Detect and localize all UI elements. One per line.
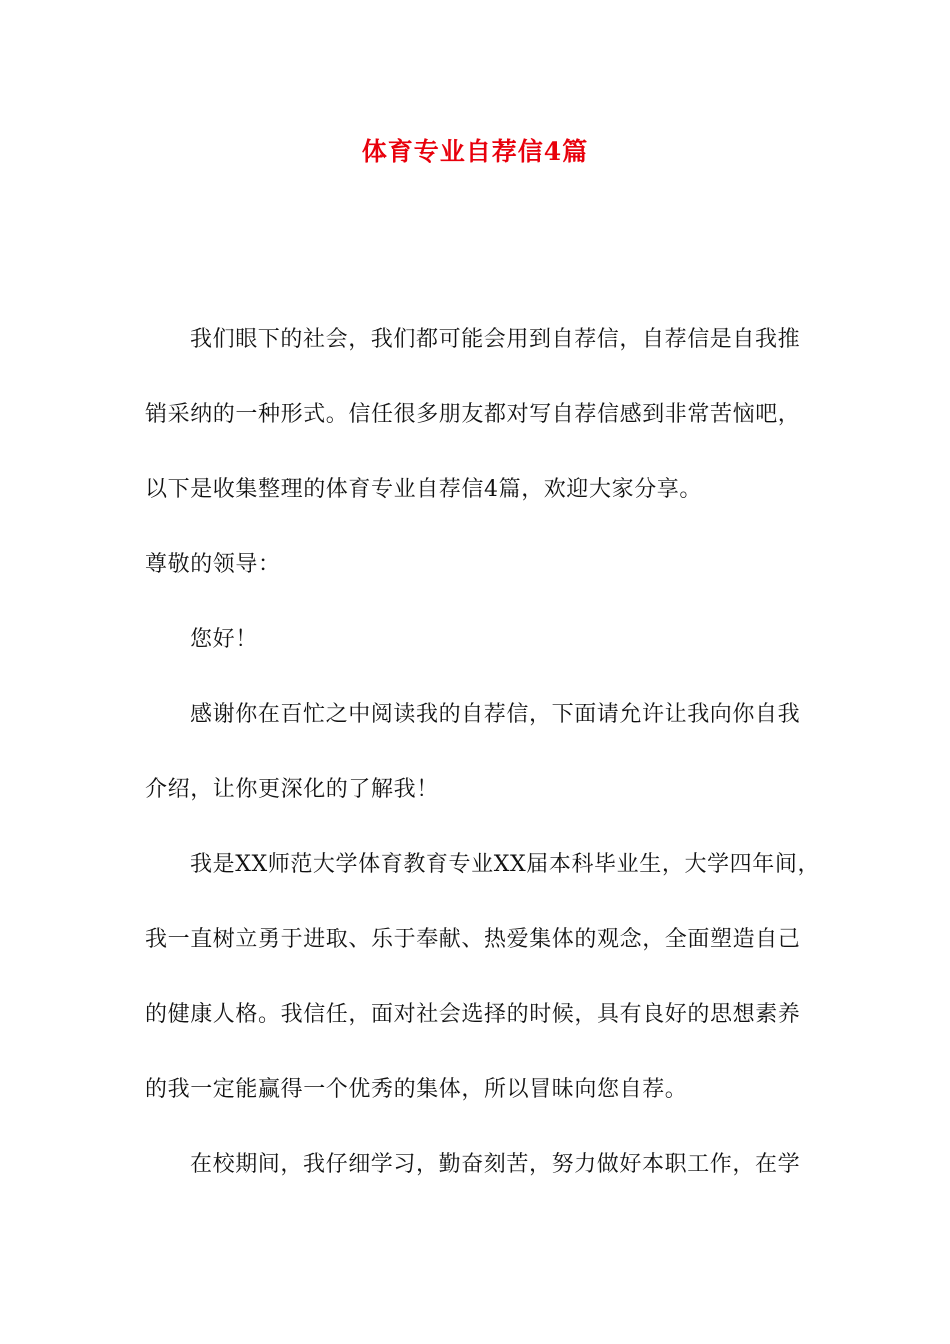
paragraph-line: 感谢你在百忙之中阅读我的自荐信，下面请允许让我向你自我 [190,702,801,727]
paragraph-line: 销采纳的一种形式。信任很多朋友都对写自荐信感到非常苦恼吧， [145,402,801,427]
paragraph-line: 以下是收集整理的体育专业自荐信4篇，欢迎大家分享。 [145,477,702,502]
document-title: 体育专业自荐信4篇 [361,137,589,166]
salutation: 尊敬的领导： [145,552,281,577]
paragraph-line: 在校期间，我仔细学习，勤奋刻苦，努力做好本职工作，在学 [190,1152,801,1177]
greeting: 您好！ [190,627,258,652]
paragraph-line: 的健康人格。我信任，面对社会选择的时候，具有良好的思想素养 [145,1002,801,1027]
paragraph-line: 我一直树立勇于进取、乐于奉献、热爱集体的观念，全面塑造自己 [145,927,801,952]
paragraph-line: 的我一定能赢得一个优秀的集体，所以冒昧向您自荐。 [145,1077,688,1102]
paragraph-line: 我是XX师范大学体育教育专业XX届本科毕业生，大学四年间， [190,852,821,877]
paragraph-line: 我们眼下的社会，我们都可能会用到自荐信，自荐信是自我推 [190,327,801,352]
paragraph-line: 介绍，让你更深化的了解我！ [145,777,439,802]
